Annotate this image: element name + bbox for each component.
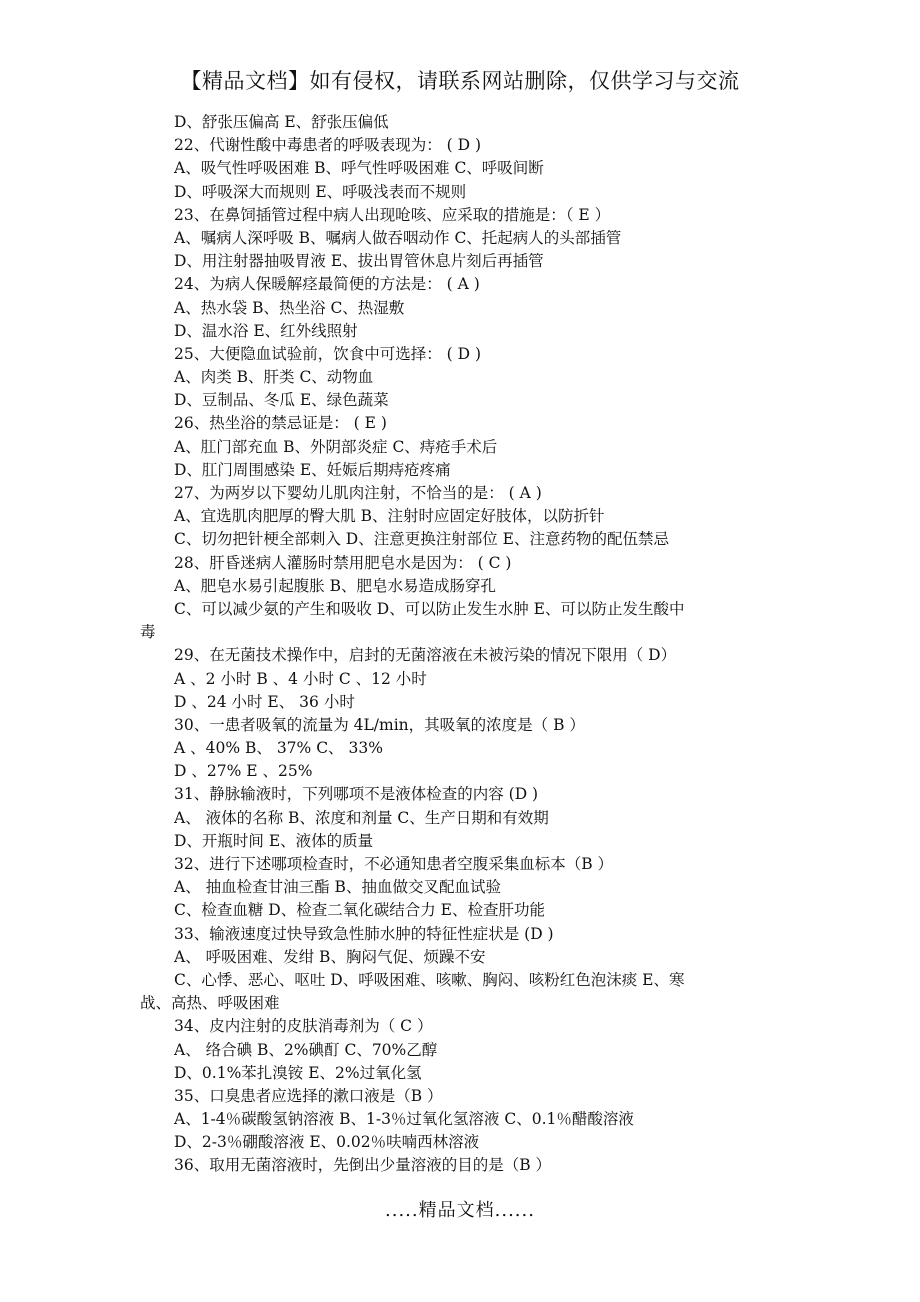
text-line: D、温水浴 E、红外线照射 xyxy=(174,321,358,340)
text-line: A、1-4％碳酸氢钠溶液 B、1-3％过氧化氢溶液 C、0.1％醋酸溶液 xyxy=(174,1110,634,1129)
text-line: A、吸气性呼吸困难 B、呼气性呼吸困难 C、呼吸间断 xyxy=(174,159,544,178)
text-line: C、切勿把针梗全部刺入 D、注意更换注射部位 E、注意药物的配伍禁忌 xyxy=(174,530,669,549)
text-line: A、嘱病人深呼吸 B、嘱病人做吞咽动作 C、托起病人的头部插管 xyxy=(174,228,622,247)
text-line: A、肥皂水易引起腹胀 B、肥皂水易造成肠穿孔 xyxy=(174,576,497,595)
text-line: 35、口臭患者应选择的漱口液是（B ） xyxy=(174,1086,443,1105)
text-line: 36、取用无菌溶液时，先倒出少量溶液的目的是（B ） xyxy=(174,1156,552,1175)
text-line: 27、为两岁以下婴幼儿肌肉注射，不恰当的是： ( A ) xyxy=(174,484,542,502)
text-line: A 、2 小时 B 、4 小时 C 、12 小时 xyxy=(174,669,427,688)
text-line-continuation: 战、高热、呼吸困难 xyxy=(140,994,280,1013)
text-line: C、心悸、恶心、呕吐 D、呼吸困难、咳嗽、胸闷、咳粉红色泡沫痰 E、寒 xyxy=(174,970,685,989)
text-line: A、肛门部充血 B、外阴部炎症 C、痔疮手术后 xyxy=(174,437,498,456)
text-line: 33、输液速度过快导致急性肺水肿的特征性症状是 (D ) xyxy=(174,924,554,943)
text-line-continuation: 毒 xyxy=(140,623,156,642)
text-line: A、肉类 B、肝类 C、动物血 xyxy=(174,368,374,387)
page-header: 【精品文档】如有侵权，请联系网站删除，仅供学习与交流 xyxy=(180,69,740,93)
text-line: 26、热坐浴的禁忌证是： ( E ) xyxy=(174,414,387,433)
text-line: 25、大便隐血试验前，饮食中可选择： ( D ) xyxy=(174,344,482,363)
text-line: C、可以减少氨的产生和吸收 D、可以防止发生水肿 E、可以防止发生酸中 xyxy=(174,599,685,618)
page-footer: .....精品文档...... xyxy=(385,1200,535,1221)
text-line: 23、在鼻饲插管过程中病人出现呛咳、应采取的措施是：（ E ） xyxy=(174,205,611,224)
question-list xyxy=(140,111,790,1178)
text-line: A、 液体的名称 B、浓度和剂量 C、生产日期和有效期 xyxy=(174,808,549,827)
text-line: D、用注射器抽吸胃液 E、拔出胃管休息片刻后再插管 xyxy=(174,252,544,271)
text-line: A、热水袋 B、热坐浴 C、热湿敷 xyxy=(174,298,405,317)
text-line: A、宜选肌肉肥厚的臀大肌 B、注射时应固定好肢体，以防折针 xyxy=(174,507,605,526)
text-line: D、肛门周围感染 E、妊娠后期痔疮疼痛 xyxy=(174,460,451,479)
text-line: 32、进行下述哪项检查时，不必通知患者空腹采集血标本（B ） xyxy=(174,855,614,873)
text-line: 29、在无菌技术操作中，启封的无菌溶液在未被污染的情况下限用（ D） xyxy=(174,646,677,665)
text-line: D、2-3％硼酸溶液 E、0.02％呋喃西林溶液 xyxy=(174,1133,480,1152)
text-line: D、舒张压偏高 E、舒张压偏低 xyxy=(174,113,389,131)
text-line: D、开瓶时间 E、液体的质量 xyxy=(174,831,374,850)
text-line: 28、肝昏迷病人灌肠时禁用肥皂水是因为： ( C ) xyxy=(174,553,512,572)
text-line: D、0.1%苯扎溴铵 E、2%过氧化氢 xyxy=(174,1063,422,1082)
text-line: 22、代谢性酸中毒患者的呼吸表现为： ( D ) xyxy=(174,136,482,155)
text-line: 34、皮内注射的皮肤消毒剂为（ C ） xyxy=(174,1017,433,1036)
text-line: A、 抽血检查甘油三酯 B、抽血做交叉配血试验 xyxy=(174,878,501,897)
text-line: D、豆制品、冬瓜 E、绿色蔬菜 xyxy=(174,391,389,410)
text-line: 24、为病人保暖解痉最简便的方法是： ( A ) xyxy=(174,275,480,294)
text-line: A、 络合碘 B、2%碘酊 C、70%乙醇 xyxy=(174,1040,438,1059)
text-line: 30、一患者吸氧的流量为 4L/min，其吸氧的浓度是（ B ） xyxy=(174,715,585,734)
text-line: C、检查血糖 D、检查二氧化碳结合力 E、检查肝功能 xyxy=(174,901,545,920)
text-line: D、呼吸深大而规则 E、呼吸浅表而不规则 xyxy=(174,182,467,201)
text-line: A、 呼吸困难、发绀 B、胸闷气促、烦躁不安 xyxy=(174,947,486,966)
text-line: D 、27% E 、25% xyxy=(174,762,313,781)
text-line: A 、40% B、 37% C、 33% xyxy=(174,739,383,758)
text-line: D 、24 小时 E、 36 小时 xyxy=(174,692,355,711)
text-line: 31、静脉输液时，下列哪项不是液体检查的内容 (D ) xyxy=(174,785,539,804)
